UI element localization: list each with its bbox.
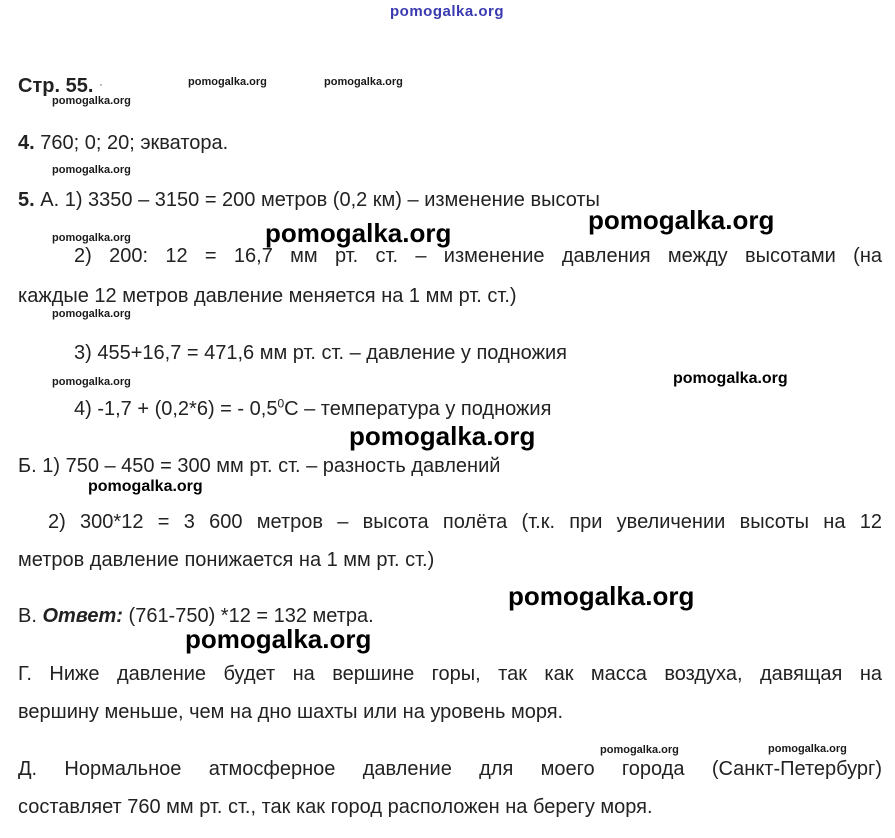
watermark-small: pomogalka.org xyxy=(768,743,847,755)
watermark-small: pomogalka.org xyxy=(188,76,267,88)
answer-5-v-prefix: В. xyxy=(18,605,37,627)
watermark-small: pomogalka.org xyxy=(52,232,131,244)
answer-4 xyxy=(18,131,228,155)
watermark-medium: pomogalka.org xyxy=(88,478,203,495)
watermark-big: pomogalka.org xyxy=(185,624,372,654)
watermark-small: pomogalka.org xyxy=(324,76,403,88)
answer-5-g-line2: вершину меньше, чем на дно шахты или на уровень моря. xyxy=(18,701,564,723)
answer-5-a3: 3) 455+16,7 = 471,6 мм рт. ст. – давление у подножия xyxy=(74,342,567,364)
answer-5-a2-line2: каждые 12 метров давление меняется на 1 мм рт. ст.) xyxy=(18,285,517,307)
watermark-big: pomogalka.org xyxy=(349,421,536,451)
answer-5-d-line2: составляет 760 мм рт. ст., так как город расположен на берегу моря. xyxy=(18,796,653,818)
degree-superscript: 0 xyxy=(277,396,285,411)
watermark-small: pomogalka.org xyxy=(52,376,131,388)
watermark-small: pomogalka.org xyxy=(52,308,131,320)
watermark-big: pomogalka.org xyxy=(508,581,695,611)
answer-4-number: 4. xyxy=(18,132,35,154)
page-heading-mark: ˑ xyxy=(98,79,103,95)
answer-4-text: 760; 0; 20; экватора. xyxy=(40,132,229,154)
answer-5-v-text: (761-750) *12 = 132 метра. xyxy=(128,605,374,627)
answer-5-b2-line1: 2) 300*12 = 3 600 метров – высота полёта (т.к. при увеличении высоты на 12 xyxy=(48,511,882,533)
watermark-big: pomogalka.org xyxy=(588,205,775,235)
answer-5-number: 5. xyxy=(18,189,35,211)
watermark-small: pomogalka.org xyxy=(52,164,131,176)
answer-5-a1 xyxy=(18,188,600,212)
answer-label: Ответ: xyxy=(42,605,123,627)
answer-5-g-line1: Г. Ниже давление будет на вершине горы, так как масса воздуха, давящая на xyxy=(18,663,882,685)
watermark-small: pomogalka.org xyxy=(600,744,679,756)
answer-5-a4-unit: С – температура у подножия xyxy=(284,398,552,420)
watermark-small: pomogalka.org xyxy=(52,95,131,107)
answer-5-b1: Б. 1) 750 – 450 = 300 мм рт. ст. – разность давлений xyxy=(18,455,501,477)
answer-5-b2-line2: метров давление понижается на 1 мм рт. ст.) xyxy=(18,549,435,571)
answer-5-d-line1: Д. Нормальное атмосферное давление для моего города (Санкт-Петербург) xyxy=(18,758,882,780)
page-heading-text: Стр. 55. xyxy=(18,75,94,97)
watermark-top: pomogalka.org xyxy=(390,3,505,20)
answer-5-a2-line1: 2) 200: 12 = 16,7 мм рт. ст. – изменение давления между высотами (на xyxy=(74,245,882,267)
watermark-medium: pomogalka.org xyxy=(673,370,788,387)
answer-5-a4-text: 4) -1,7 + (0,2*6) = - 0,5 xyxy=(74,398,278,420)
answer-5-a1-text: А. 1) 3350 – 3150 = 200 метров (0,2 км) – изменение высоты xyxy=(40,189,600,211)
watermark-big: pomogalka.org xyxy=(265,218,452,248)
answer-5-a4 xyxy=(74,397,551,421)
